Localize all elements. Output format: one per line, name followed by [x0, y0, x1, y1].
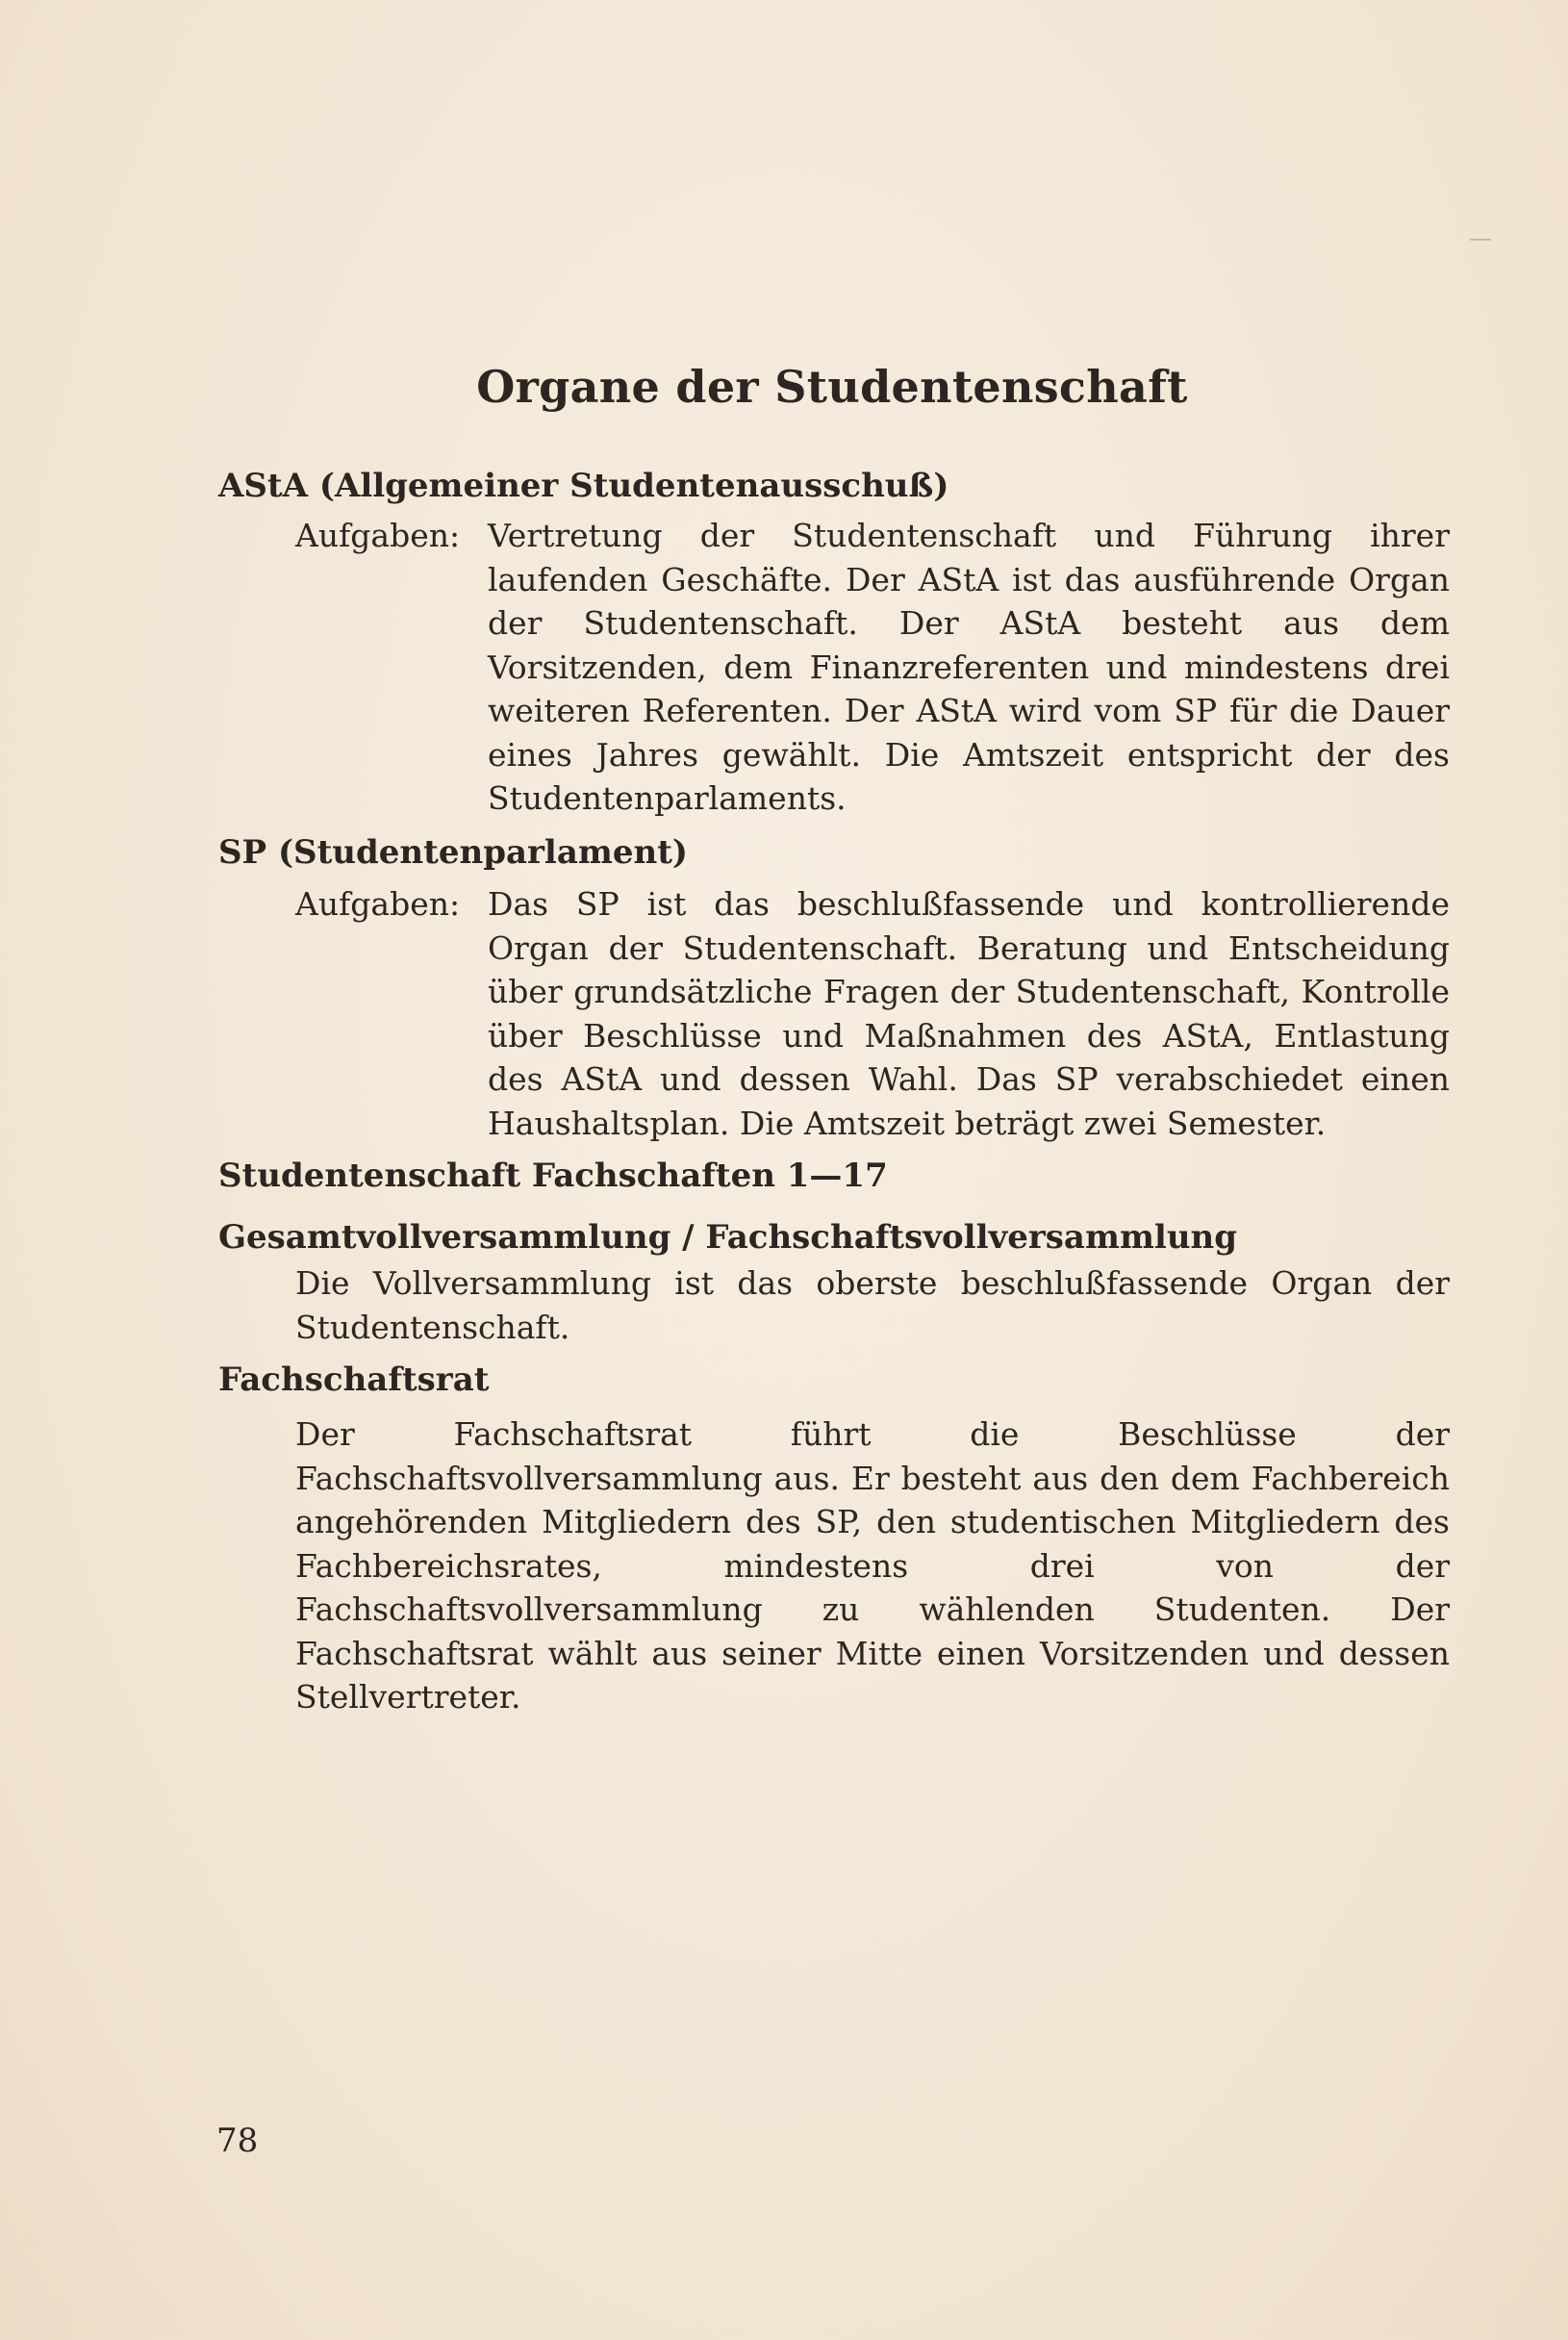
vollversammlung-heading: Gesamtvollversammlung / Fachschaftsvollversammlung	[218, 1218, 1238, 1257]
asta-heading: AStA (Allgemeiner Studentenausschuß)	[218, 467, 949, 505]
page-title: Organe der Studentenschaft	[476, 361, 1188, 413]
vollversammlung-text: Die Vollversammlung ist das oberste beschlußfassende Organ der Studentenschaft.	[295, 1264, 1450, 1346]
sp-heading: SP (Studentenparlament)	[218, 833, 688, 872]
asta-tasks-text: Vertretung der Studentenschaft und Führung ihrer laufenden Geschäfte. Der AStA ist das ausführende Organ der Studentenschaft. Der AStA besteht aus dem Vorsitzenden, dem Finanzreferenten und mindestens drei weiteren Referenten. Der AStA wird vom SP für die Dauer eines Jahres gewählt. Die Amtszeit entspricht der des Studentenparlaments.	[488, 517, 1450, 817]
asta-tasks	[295, 514, 1450, 821]
page-number: 78	[216, 2122, 259, 2160]
fachschaftsrat-text: Der Fachschaftsrat führt die Beschlüsse der Fachschaftsvollversammlung aus. Er besteht aus den dem Fachbereich angehörenden Mitgliedern des SP, den studentischen Mitgliedern des Fachbereichsrates, mindestens drei von der Fachschaftsvollversammlung zu wählenden Studenten. Der Fachschaftsrat wählt aus seiner Mitte einen Vorsitzenden und dessen Stellvertreter.	[295, 1415, 1450, 1716]
asta-tasks-label: Aufgaben:	[295, 517, 461, 554]
fachschaftsrat-heading: Fachschaftsrat	[218, 1361, 490, 1399]
sp-tasks-text: Das SP ist das beschlußfassende und kontrollierende Organ der Studentenschaft. Beratung und Entscheidung über grundsätzliche Fragen der Studentenschaft, Kontrolle über Beschlüsse und Maßnahmen des AStA, Entlastung des AStA und dessen Wahl. Das SP verabschiedet einen Haushaltsplan. Die Amtszeit beträgt zwei Semester.	[488, 885, 1450, 1142]
sp-tasks	[295, 882, 1450, 1145]
fachschaften-heading: Studentenschaft Fachschaften 1—17	[218, 1157, 888, 1195]
sp-tasks-label: Aufgaben:	[295, 885, 461, 923]
margin-mark	[1470, 239, 1491, 241]
